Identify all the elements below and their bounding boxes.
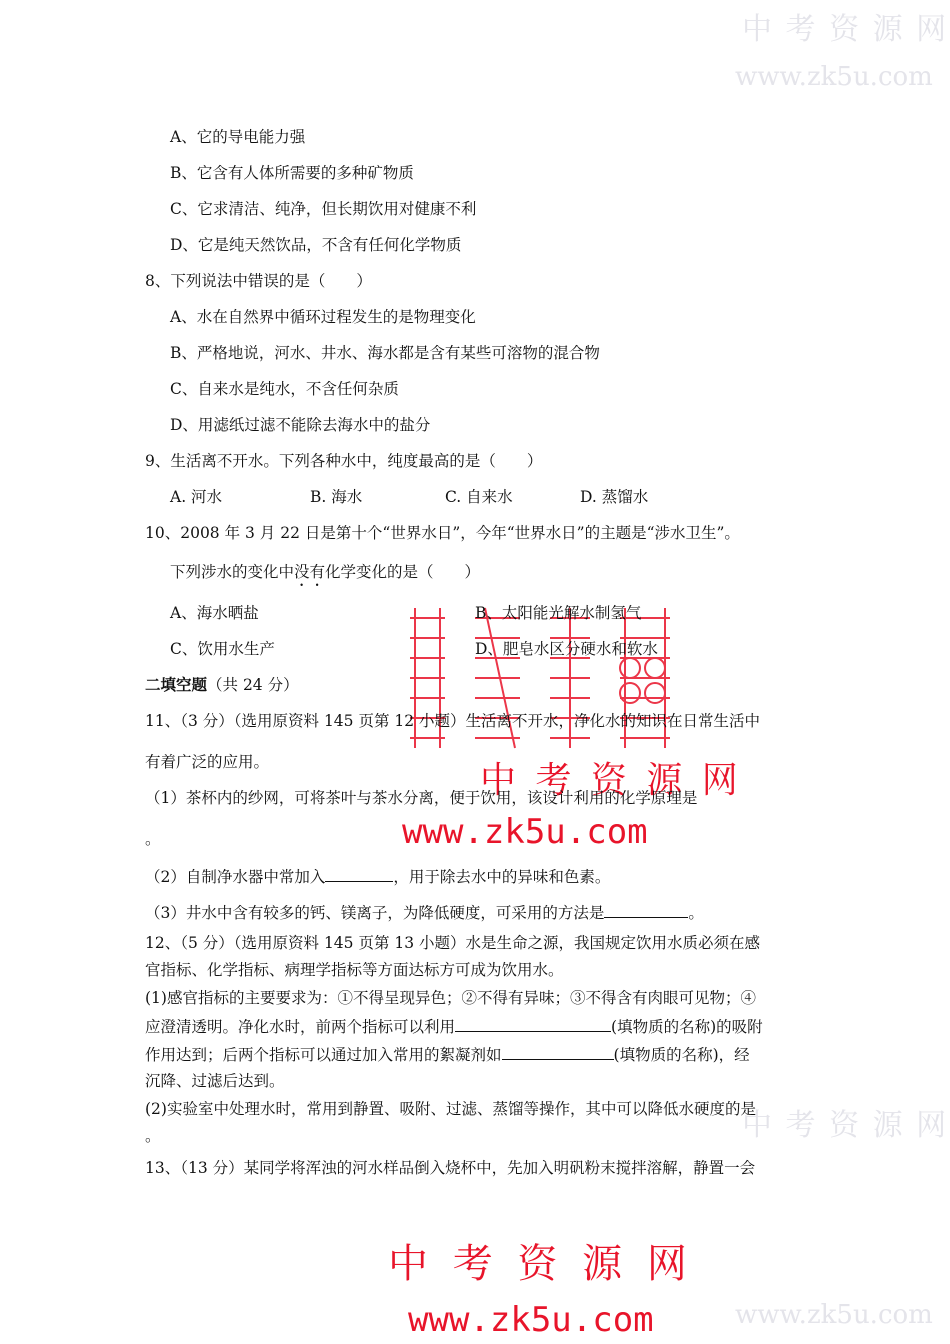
q8-option-c: C、自来水是纯水，不含任何杂质 <box>170 380 399 398</box>
q10-substem-pre: 下列涉水的变化中 <box>170 563 295 581</box>
q12-part-1b-pre: 应澄清透明。净化水时，前两个指标可以利用 <box>145 1018 456 1036</box>
q10-substem-post: 化学变化的是（ ） <box>325 563 481 581</box>
q9-stem: 9、生活离不开水。下列各种水中，纯度最高的是（ ） <box>145 452 543 470</box>
watermark-bottom-right-name: 中 考 资 源 网 <box>742 1108 949 1143</box>
q11-part-2-post: ，用于除去水中的异味和色素。 <box>393 868 611 886</box>
q9-option-b: B. 海水 <box>310 488 363 506</box>
q12-stem-cont: 官指标、化学指标、病理学指标等方面达标方可成为饮用水。 <box>145 961 564 979</box>
q7-option-a: A、它的导电能力强 <box>170 128 306 146</box>
watermark-bottom-right-url: www.zk5u.com <box>735 1300 933 1330</box>
q7-option-d: D、它是纯天然饮品，不含有任何化学物质 <box>170 236 462 254</box>
q11-stem: 11、（3 分）（选用原资料 145 页第 12 小题）生活离不开水，净化水的知识在日常生活中 <box>145 712 761 730</box>
watermark-center-url: www.zk5u.com <box>402 812 648 852</box>
q10-option-c: C、饮用水生产 <box>170 640 275 658</box>
q10-option-d: D、肥皂水区分硬水和软水 <box>475 640 658 658</box>
q10-stem: 10、2008 年 3 月 22 日是第十个“世界水日”，今年“世界水日”的主题是“涉水卫生”。 <box>145 524 740 542</box>
watermark-top-right-url: www.zk5u.com <box>735 62 933 92</box>
q12-part-1a: (1)感官指标的主要要求为：①不得呈现异色；②不得有异味；③不得含有肉眼可见物；④ <box>145 989 756 1007</box>
q10-option-b: B、太阳能光解水制氢气 <box>475 604 642 622</box>
watermark-center-name: 中 考 资 源 网 <box>480 760 742 801</box>
q11-part-2-pre: （2）自制净水器中常加入 <box>145 868 326 886</box>
q12-blank-2[interactable] <box>502 1043 614 1060</box>
q9-option-d: D. 蒸馏水 <box>580 488 649 506</box>
q9-option-a: A. 河水 <box>170 488 223 506</box>
q8-option-a: A、水在自然界中循环过程发生的是物理变化 <box>170 308 476 326</box>
q10-substem <box>170 562 480 590</box>
q12-stem: 12、（5 分）（选用原资料 145 页第 13 小题）水是生命之源，我国规定饮用水质必须在感 <box>145 934 761 952</box>
q11-part-1-end: 。 <box>145 830 161 848</box>
q11-stem-cont: 有着广泛的应用。 <box>145 753 270 771</box>
q11-blank-3[interactable] <box>604 901 688 918</box>
q12-part-1b-post: (填物质的名称)的吸附 <box>611 1018 763 1036</box>
q12-part-1c-pre: 作用达到；后两个指标可以通过加入常用的絮凝剂如 <box>145 1046 502 1064</box>
q12-blank-1[interactable] <box>455 1015 611 1032</box>
q7-option-b: B、它含有人体所需要的多种矿物质 <box>170 164 414 182</box>
q13-stem: 13、（13 分）某同学将浑浊的河水样品倒入烧杯中，先加入明矾粉末搅拌溶解，静置一会 <box>145 1159 756 1177</box>
q12-part-2: (2)实验室中处理水时，常用到静置、吸附、过滤、蒸馏等操作，其中可以降低水硬度的是 <box>145 1100 756 1118</box>
q12-part-2-end: 。 <box>145 1127 161 1145</box>
q11-part-1: （1）茶杯内的纱网，可将茶叶与茶水分离，便于饮用，该设计利用的化学原理是 <box>145 789 698 807</box>
q8-stem: 8、下列说法中错误的是（ ） <box>145 272 372 290</box>
q12-part-1b <box>145 1015 763 1037</box>
q12-part-1c-post: (填物质的名称)，经 <box>613 1046 750 1064</box>
q10-substem-emphasis: 没有 <box>294 563 326 581</box>
q11-blank-2[interactable] <box>325 865 393 882</box>
watermark-top-right-name: 中 考 资 源 网 <box>742 12 949 47</box>
q9-option-c: C. 自来水 <box>445 488 513 506</box>
section-2-score: （共 24 分） <box>207 676 299 694</box>
watermark-bottom-name: 中 考 资 源 网 <box>388 1241 693 1287</box>
q8-option-b: B、严格地说，河水、井水、海水都是含有某些可溶物的混合物 <box>170 344 600 362</box>
section-2-title: 二填空题 <box>145 676 208 694</box>
q11-part-3 <box>145 901 704 923</box>
section-2-heading <box>145 675 299 695</box>
q10-option-a: A、海水晒盐 <box>170 604 259 622</box>
q8-option-d: D、用滤纸过滤不能除去海水中的盐分 <box>170 416 431 434</box>
watermark-bottom-url: www.zk5u.com <box>408 1300 654 1340</box>
q12-part-1d: 沉降、过滤后达到。 <box>145 1072 285 1090</box>
q11-part-2 <box>145 865 610 887</box>
q11-part-3-pre: （3）井水中含有较多的钙、镁离子，为降低硬度，可采用的方法是 <box>145 904 605 922</box>
q11-part-3-post: 。 <box>688 904 704 922</box>
q7-option-c: C、它求清洁、纯净，但长期饮用对健康不利 <box>170 200 477 218</box>
q12-part-1c <box>145 1043 750 1065</box>
